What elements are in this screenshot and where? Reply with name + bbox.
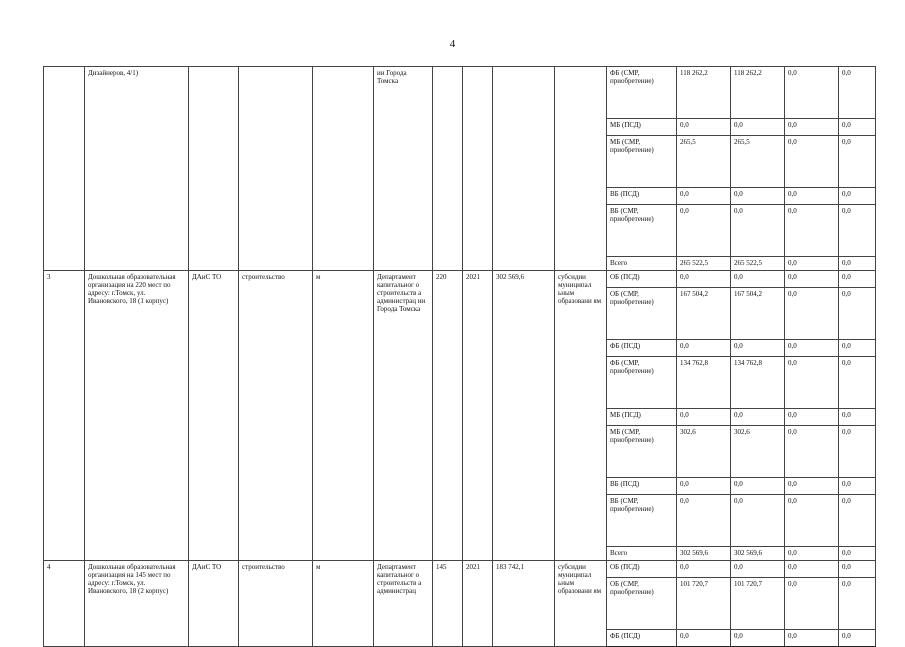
amount-2023: 0,0 [839,547,876,561]
amount-2022: 0,0 [785,136,839,188]
amount-2021: 0,0 [731,495,785,547]
amount-total: 0,0 [677,340,731,357]
amount-2022: 0,0 [785,340,839,357]
amount-total: 0,0 [677,495,731,547]
amount-2021: 0,0 [731,478,785,495]
amount-total: 265 522,5 [677,257,731,271]
cost: 302 569,6 [493,271,555,561]
amount-2022: 0,0 [785,257,839,271]
amount-2023: 0,0 [839,67,876,119]
funding-source: ФБ (СМР, приобретение) [607,67,677,119]
customer: Департамент капитальног о строительств а администрац [374,561,433,647]
amount-2022: 0,0 [785,271,839,288]
work-type: строительство [239,271,313,561]
amount-2022: 0,0 [785,547,839,561]
amount-total: 0,0 [677,409,731,426]
amount-2022: 0,0 [785,630,839,647]
table-row [44,67,876,119]
amount-2021: 118 262,2 [731,67,785,119]
unit: м [313,271,374,561]
agency: ДАиС ТО [189,561,239,647]
funding-source: МБ (СМР, приобретение) [607,136,677,188]
amount-2021: 0,0 [731,409,785,426]
funding-source: Всего [607,547,677,561]
unit [313,67,374,271]
amount-2023: 0,0 [839,561,876,578]
funding-source: МБ (ПСД) [607,409,677,426]
amount-2021: 0,0 [731,271,785,288]
amount-2021: 0,0 [731,561,785,578]
amount-2023: 0,0 [839,426,876,478]
amount-2021: 0,0 [731,119,785,136]
funding-source: ОБ (ПСД) [607,561,677,578]
amount-total: 265,5 [677,136,731,188]
amount-2023: 0,0 [839,578,876,630]
amount-total: 118 262,2 [677,67,731,119]
funding-source: ВБ (ПСД) [607,478,677,495]
row-number: 4 [44,561,85,647]
amount-total: 0,0 [677,561,731,578]
capacity [433,67,463,271]
amount-2022: 0,0 [785,205,839,257]
capacity: 220 [433,271,463,561]
amount-2022: 0,0 [785,288,839,340]
funding-source: Всего [607,257,677,271]
cost [493,67,555,271]
year: 2021 [463,271,493,561]
funding-form [555,67,607,271]
work-type: строительство [239,561,313,647]
budget-table [43,66,876,647]
amount-2023: 0,0 [839,271,876,288]
amount-2022: 0,0 [785,188,839,205]
amount-2023: 0,0 [839,119,876,136]
amount-2023: 0,0 [839,495,876,547]
row-number: 3 [44,271,85,561]
amount-2023: 0,0 [839,205,876,257]
amount-2021: 0,0 [731,340,785,357]
amount-2023: 0,0 [839,257,876,271]
funding-source: ФБ (СМР, приобретение) [607,357,677,409]
funding-form: субсидии муниципал ьным образовани ям [555,271,607,561]
amount-2023: 0,0 [839,630,876,647]
object-name: Дошкольная образовательная организация на 220 мест по адресу: г.Томск, ул. Ивановского, 18 (1 корпус) [85,271,189,561]
amount-2022: 0,0 [785,357,839,409]
funding-source: ВБ (СМР, приобретение) [607,495,677,547]
object-name: Дошкольная образовательная организация на 145 мест по адресу: г.Томск, ул. Ивановского, 18 (2 корпус) [85,561,189,647]
amount-2023: 0,0 [839,136,876,188]
amount-2021: 167 504,2 [731,288,785,340]
funding-form: субсидии муниципал ьным образовани ям [555,561,607,647]
amount-total: 0,0 [677,271,731,288]
cost: 183 742,1 [493,561,555,647]
amount-2023: 0,0 [839,288,876,340]
year [463,67,493,271]
funding-source: ОБ (СМР, приобретение) [607,288,677,340]
amount-2022: 0,0 [785,119,839,136]
amount-total: 0,0 [677,188,731,205]
amount-2021: 0,0 [731,188,785,205]
funding-source: ОБ (СМР, приобретение) [607,578,677,630]
object-name: Дизайнеров, 4/1) [85,67,189,271]
amount-total: 134 762,8 [677,357,731,409]
amount-2023: 0,0 [839,357,876,409]
amount-2021: 0,0 [731,630,785,647]
unit: м [313,561,374,647]
amount-2022: 0,0 [785,478,839,495]
year: 2021 [463,561,493,647]
customer: Департамент капитальног о строительств а администрац ии Города Томска [374,271,433,561]
amount-total: 302,6 [677,426,731,478]
amount-2023: 0,0 [839,188,876,205]
table-body [44,67,876,647]
amount-2021: 101 720,7 [731,578,785,630]
amount-total: 0,0 [677,119,731,136]
amount-2023: 0,0 [839,478,876,495]
table-row [44,271,876,288]
amount-2021: 265,5 [731,136,785,188]
agency [189,67,239,271]
page-number: 4 [449,38,456,50]
amount-2021: 302,6 [731,426,785,478]
funding-source: ФБ (ПСД) [607,340,677,357]
amount-total: 101 720,7 [677,578,731,630]
funding-source: ВБ (СМР, приобретение) [607,205,677,257]
amount-2022: 0,0 [785,409,839,426]
funding-source: ФБ (ПСД) [607,630,677,647]
amount-total: 0,0 [677,630,731,647]
table-row [44,561,876,578]
work-type [239,67,313,271]
amount-2021: 0,0 [731,205,785,257]
amount-2022: 0,0 [785,67,839,119]
amount-2023: 0,0 [839,409,876,426]
funding-source: ОБ (ПСД) [607,271,677,288]
customer: ии Города Томска [374,67,433,271]
amount-2022: 0,0 [785,426,839,478]
amount-2021: 265 522,5 [731,257,785,271]
agency: ДАиС ТО [189,271,239,561]
funding-source: МБ (ПСД) [607,119,677,136]
amount-2022: 0,0 [785,495,839,547]
amount-total: 0,0 [677,478,731,495]
amount-2021: 134 762,8 [731,357,785,409]
amount-2021: 302 569,6 [731,547,785,561]
amount-2022: 0,0 [785,578,839,630]
capacity: 145 [433,561,463,647]
funding-source: МБ (СМР, приобретение) [607,426,677,478]
funding-source: ВБ (ПСД) [607,188,677,205]
amount-2023: 0,0 [839,340,876,357]
amount-2022: 0,0 [785,561,839,578]
amount-total: 167 504,2 [677,288,731,340]
row-number [44,67,85,271]
amount-total: 302 569,6 [677,547,731,561]
amount-total: 0,0 [677,205,731,257]
